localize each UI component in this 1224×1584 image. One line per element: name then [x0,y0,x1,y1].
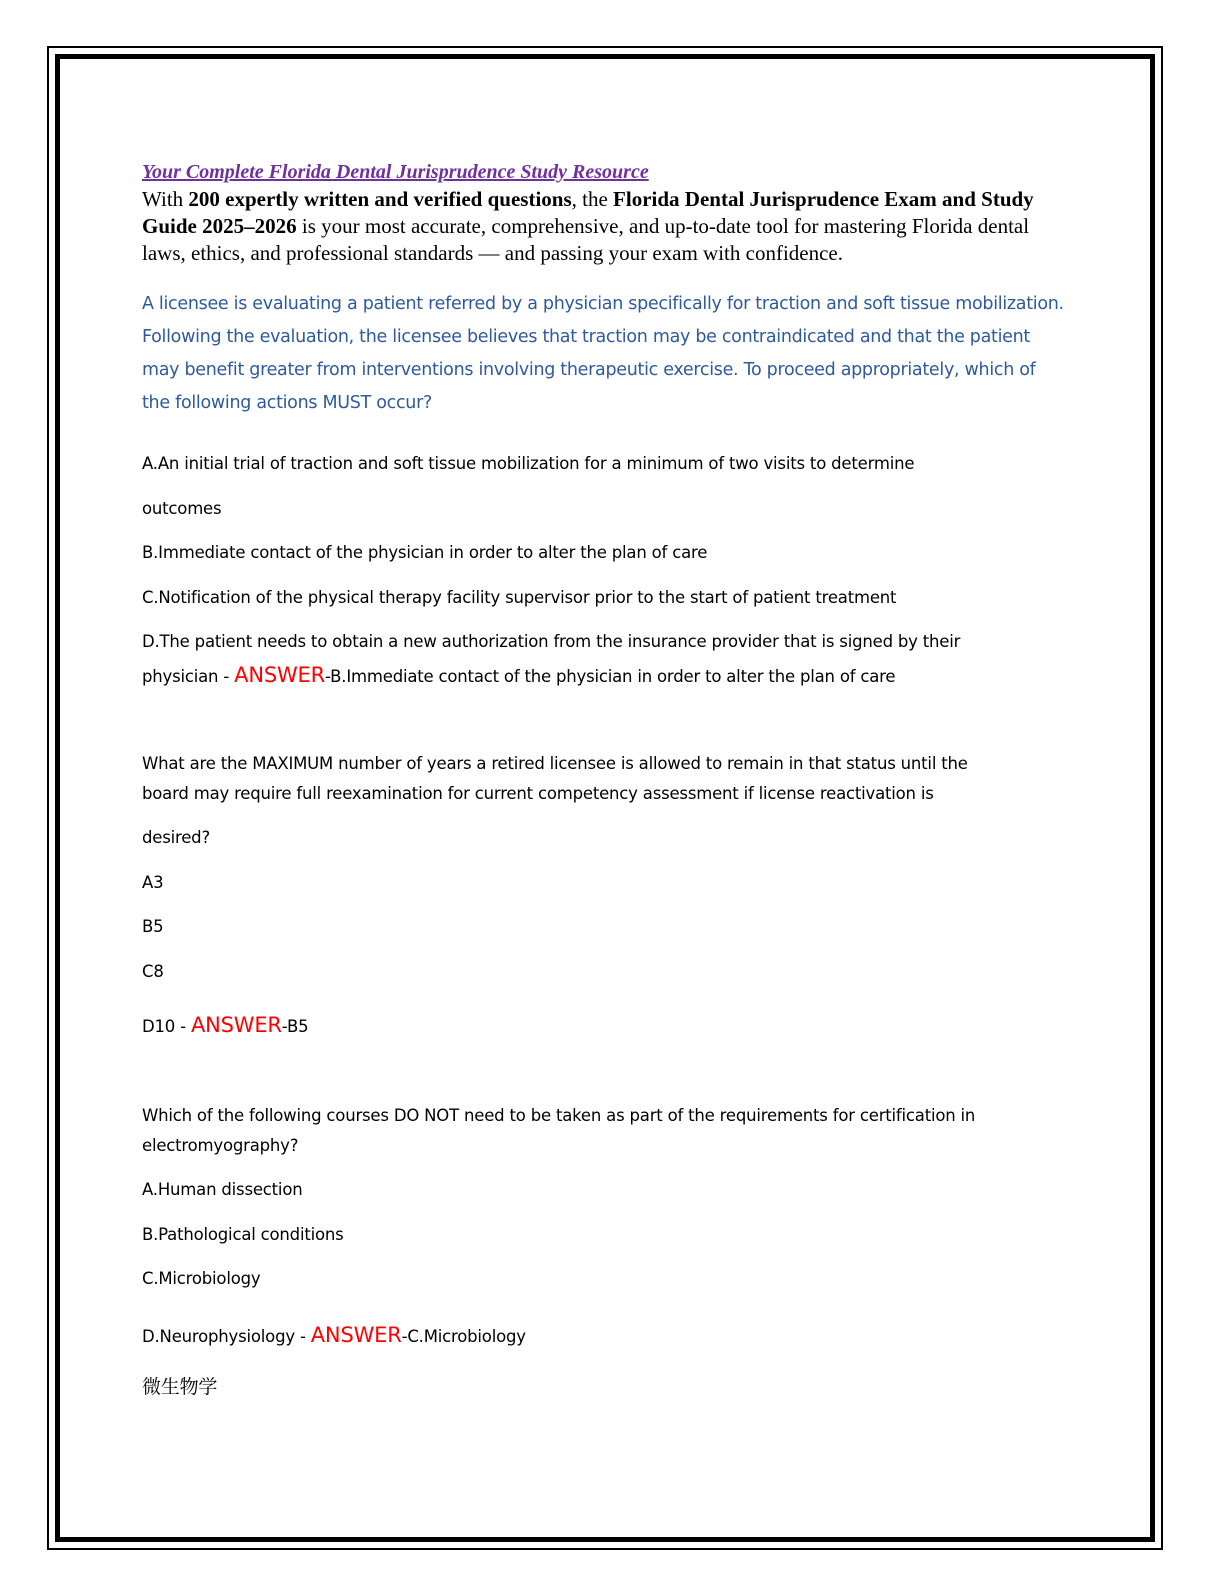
q1-option-d-line2 [142,663,895,687]
q1-option-c: C.Notification of the physical therapy facility supervisor prior to the start of patient treatment [142,588,897,607]
q2-question-line1: What are the MAXIMUM number of years a retired licensee is allowed to remain in that status until the [142,754,968,773]
q2-option-d [142,1013,308,1037]
intro-bold-questions: 200 expertly written and verified questions [188,187,572,211]
q3-option-d [142,1323,526,1347]
q3-answer-label: ANSWER [310,1323,402,1347]
q1-answer-label: ANSWER [234,663,325,687]
q2-answer-text: -B5 [281,1017,309,1036]
q3-question-line2: electromyography? [142,1136,299,1155]
intro-text: is your most accurate, comprehensive, and up-to-date tool for mastering Florida dental laws, ethics, and professional standards — and passing your exam with confidence. [142,214,1030,265]
q1-option-a-line1: A.An initial trial of traction and soft tissue mobilization for a minimum of two visits to determine [142,454,915,473]
q1-option-d-text: physician - [142,667,235,686]
document-content [142,158,1067,420]
q2-option-a: A3 [142,873,164,892]
q3-option-b: B.Pathological conditions [142,1225,344,1244]
intro-text: , the [571,187,614,211]
q3-option-c: C.Microbiology [142,1269,261,1288]
q2-question-line3: desired? [142,828,211,847]
q3-note: 微生物学 [142,1376,218,1398]
q2-option-d-text: D10 - [142,1017,191,1036]
q2-option-b: B5 [142,917,164,936]
intro-paragraph [142,186,1067,267]
intro-bold-guide: Florida Dental Jurisprudence Exam and Study Guide 2025–2026 [142,187,1034,238]
q1-option-d-line1: D.The patient needs to obtain a new authorization from the insurance provider that is signed by their [142,632,961,651]
q1-option-a-line2: outcomes [142,499,222,518]
intro-text: With [142,187,189,211]
document-title: Your Complete Florida Dental Jurisprudence Study Resource [142,161,649,183]
q2-option-c: C8 [142,962,164,981]
q3-question-line1: Which of the following courses DO NOT need to be taken as part of the requirements for certification in [142,1106,976,1125]
q1-answer-text: -B.Immediate contact of the physician in order to alter the plan of care [325,667,896,686]
question-1-text: A licensee is evaluating a patient referred by a physician specifically for traction and soft tissue mobilization. Following the evaluation, the licensee believes that traction may be contraindicated and that the patient may benefit greater from interventions involving therapeutic exercise. To proceed appropriately, which of the following actions MUST occur? [142,294,1064,413]
q3-option-a: A.Human dissection [142,1180,303,1199]
q2-question-line2: board may require full reexamination for current competency assessment if license reactivation is [142,784,934,803]
q1-option-b: B.Immediate contact of the physician in order to alter the plan of care [142,543,708,562]
q3-answer-text: -C.Microbiology [401,1327,526,1346]
q2-answer-label: ANSWER [190,1013,282,1037]
q3-option-d-text: D.Neurophysiology - [142,1327,311,1346]
